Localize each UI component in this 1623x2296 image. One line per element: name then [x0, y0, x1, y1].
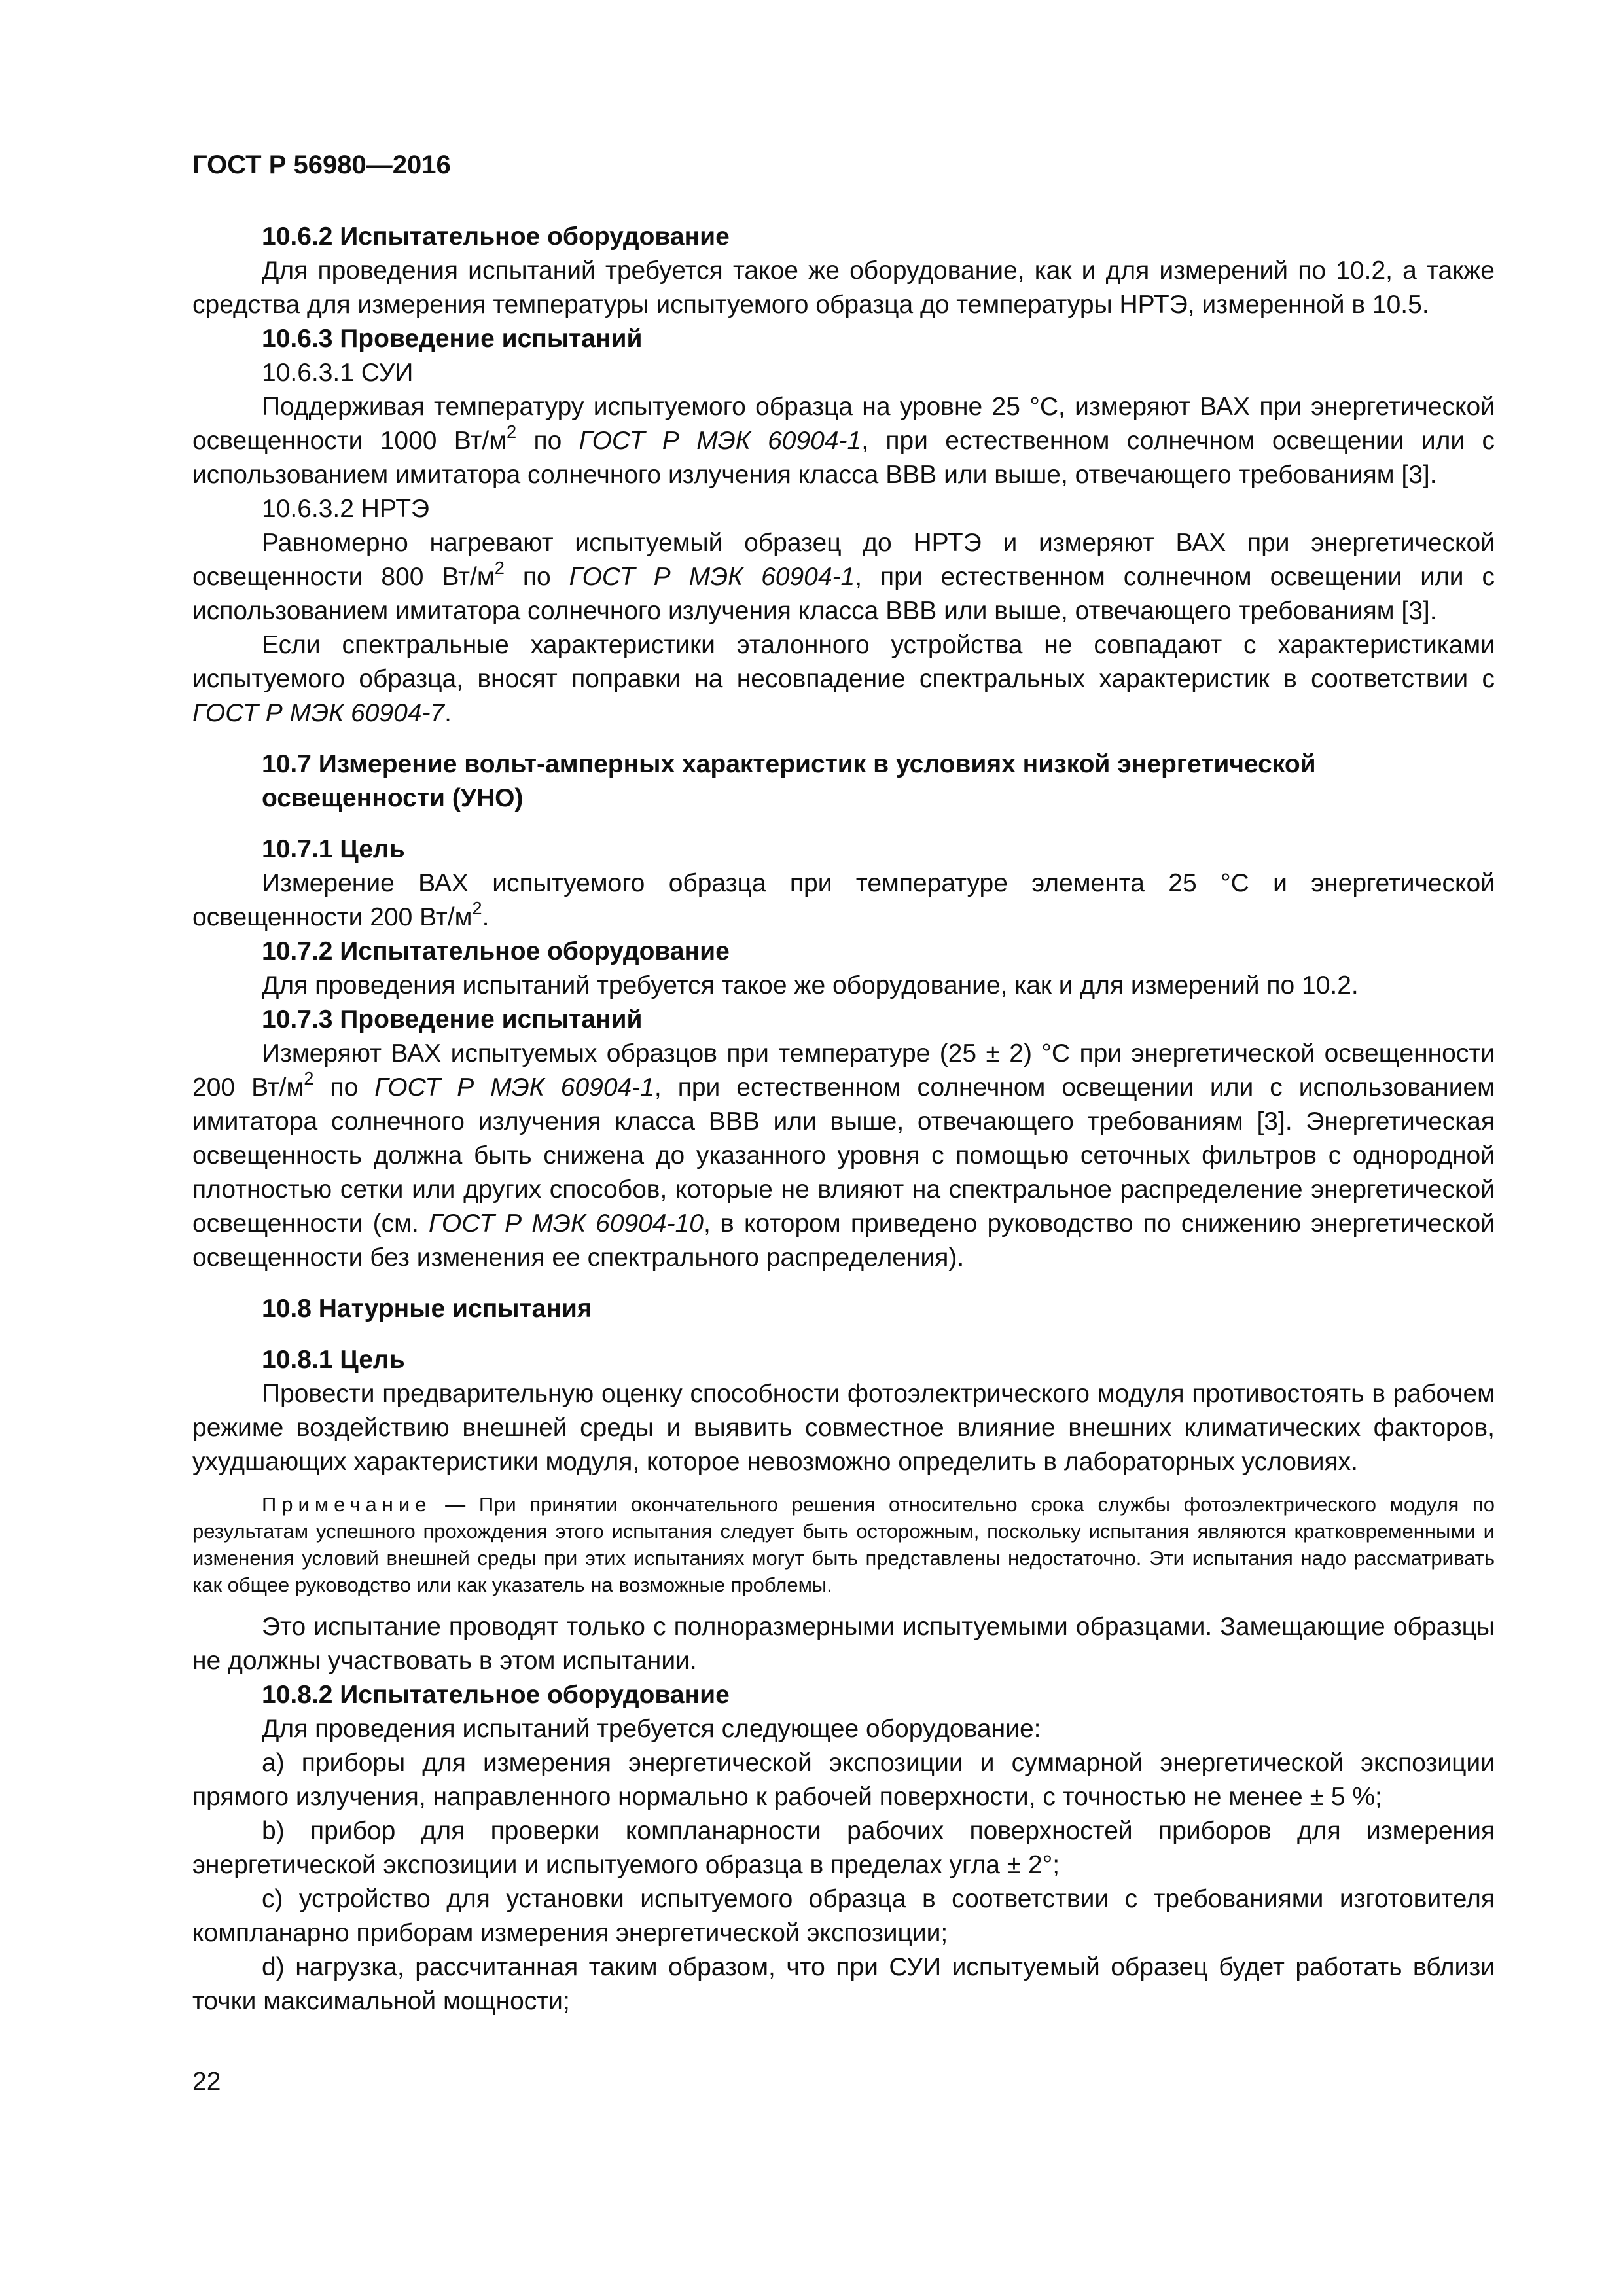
heading-10-6-3: 10.6.3 Проведение испытаний [262, 325, 643, 353]
paragraph-10-6-3-1: Поддерживая температуру испытуемого образца на уровне 25 °С, измеряют ВАХ при энергетической освещенности 1000 $Вт/м^2$ по ГОСТ Р МЭК 60904-1, при естественном солнечном освещении или с использованием имитатора солнечного излучения класса ВВВ или выше, отвечающего требованиям [3]. [192, 393, 1495, 489]
heading-10-8-2: 10.8.2 Испытательное оборудование [262, 1681, 730, 1709]
standard-reference: ГОСТ Р МЭК 60904-7 [192, 699, 445, 727]
paragraph-10-7-3: Измеряют ВАХ испытуемых образцов при температуре (25 ± 2) °С при энергетической освещенности 200 $Вт/м^2$ по ГОСТ Р МЭК 60904-1, при естественном солнечном освещении или с использованием имитатора солнечного излучения класса ВВВ или выше, отвечающего требованиям [3]. Энергетическая освещенность должна быть снижена до указанного уровня с помощью сеточных фильтров с однородной плотностью сетки или других способов, которые не влияют на спектральное распределение энергетической освещенности (см. ГОСТ Р МЭК 60904-10, в котором приведено руководство по снижению энергетической освещенности без изменения ее спектрального распределения). [192, 1039, 1495, 1272]
list-item: b) прибор для проверки компланарности рабочих поверхностей приборов для измерения энергетической экспозиции и испытуемого образца в пределах угла ± 2°; [192, 1817, 1495, 1879]
heading-10-7-2: 10.7.2 Испытательное оборудование [262, 937, 730, 965]
heading-10-7-1: 10.7.1 Цель [262, 835, 405, 863]
paragraph-10-7-2: Для проведения испытаний требуется такое же оборудование, как и для измерений по 10.2. [262, 971, 1359, 999]
list-item: d) нагрузка, рассчитанная таким образом, что при СУИ испытуемый образец будет работать вблизи точки максимальной мощности; [192, 1953, 1495, 2015]
heading-10-7: 10.7 Измерение вольт-амперных характеристик в условиях низкой энергетической освещенности (УНО) [262, 750, 1316, 812]
paragraph-10-8-1: Провести предварительную оценку способности фотоэлектрического модуля противостоять в рабочем режиме воздействию внешней среды и выявить совместное влияние внешних климатических факторов, ухудшающих характеристики модуля, которое невозможно определить в лабораторных условиях. [192, 1380, 1495, 1476]
standard-reference: ГОСТ Р МЭК 60904-1 [579, 427, 862, 455]
standard-reference: ГОСТ Р МЭК 60904-10 [429, 1210, 704, 1238]
note: Примечание — При принятии окончательного решения относительно срока службы фотоэлектрического модуля по результатам успешного прохождения этого испытания следует быть осторожным, поскольку испытания являются кратковременными и изменения условий внешней среды при этих испытаниях могут быть представлены недостаточно. Эти испытания надо рассматривать как общее руководство или как указатель на возможные проблемы. [192, 1493, 1495, 1596]
heading-10-8-1: 10.8.1 Цель [262, 1346, 405, 1374]
heading-10-8: 10.8 Натурные испытания [262, 1295, 592, 1323]
standard-reference: ГОСТ Р МЭК 60904-1 [569, 563, 855, 591]
note-label: Примечание [262, 1493, 432, 1516]
standard-header: ГОСТ Р 56980—2016 [192, 151, 451, 179]
list-item: c) устройство для установки испытуемого образца в соответствии с требованиями изготовителя компланарно приборам измерения энергетической экспозиции; [192, 1885, 1495, 1947]
paragraph-equipment-intro: Для проведения испытаний требуется следующее оборудование: [262, 1715, 1041, 1743]
standard-reference: ГОСТ Р МЭК 60904-1 [374, 1073, 654, 1102]
heading-10-6-2: 10.6.2 Испытательное оборудование [262, 223, 730, 251]
paragraph-10-6-2: Для проведения испытаний требуется такое же оборудование, как и для измерений по 10.2, а также средства для измерения температуры испытуемого образца до температуры НРТЭ, измеренной в 10.5. [192, 257, 1495, 319]
page-number: 22 [192, 2068, 221, 2096]
paragraph-full-size-samples: Это испытание проводят только с полноразмерными испытуемыми образцами. Замещающие образцы не должны участвовать в этом испытании. [192, 1613, 1495, 1675]
list-item: а) приборы для измерения энергетической экспозиции и суммарной энергетической экспозиции прямого излучения, направленного нормально к рабочей поверхности, с точностью не менее ± 5 %; [192, 1749, 1495, 1811]
heading-10-7-3: 10.7.3 Проведение испытаний [262, 1005, 643, 1033]
paragraph-10-7-1: Измерение ВАХ испытуемого образца при температуре элемента 25 °С и энергетической освещенности 200 $Вт/м^2$. [192, 869, 1495, 931]
document-body [192, 220, 1495, 2018]
subheading-10-6-3-1: 10.6.3.1 СУИ [262, 359, 414, 387]
subheading-10-6-3-2: 10.6.3.2 НРТЭ [262, 495, 430, 523]
paragraph-10-6-3-2: Равномерно нагревают испытуемый образец до НРТЭ и измеряют ВАХ при энергетической освещенности 800 $Вт/м^2$ по ГОСТ Р МЭК 60904-1, при естественном солнечном освещении или с использованием имитатора солнечного излучения класса ВВВ или выше, отвечающего требованиям [3]. [192, 529, 1495, 625]
paragraph-spectral-correction: Если спектральные характеристики эталонного устройства не совпадают с характеристиками испытуемого образца, вносят поправки на несовпадение спектральных характеристик в соответствии с ГОСТ Р МЭК 60904-7. [192, 631, 1495, 727]
